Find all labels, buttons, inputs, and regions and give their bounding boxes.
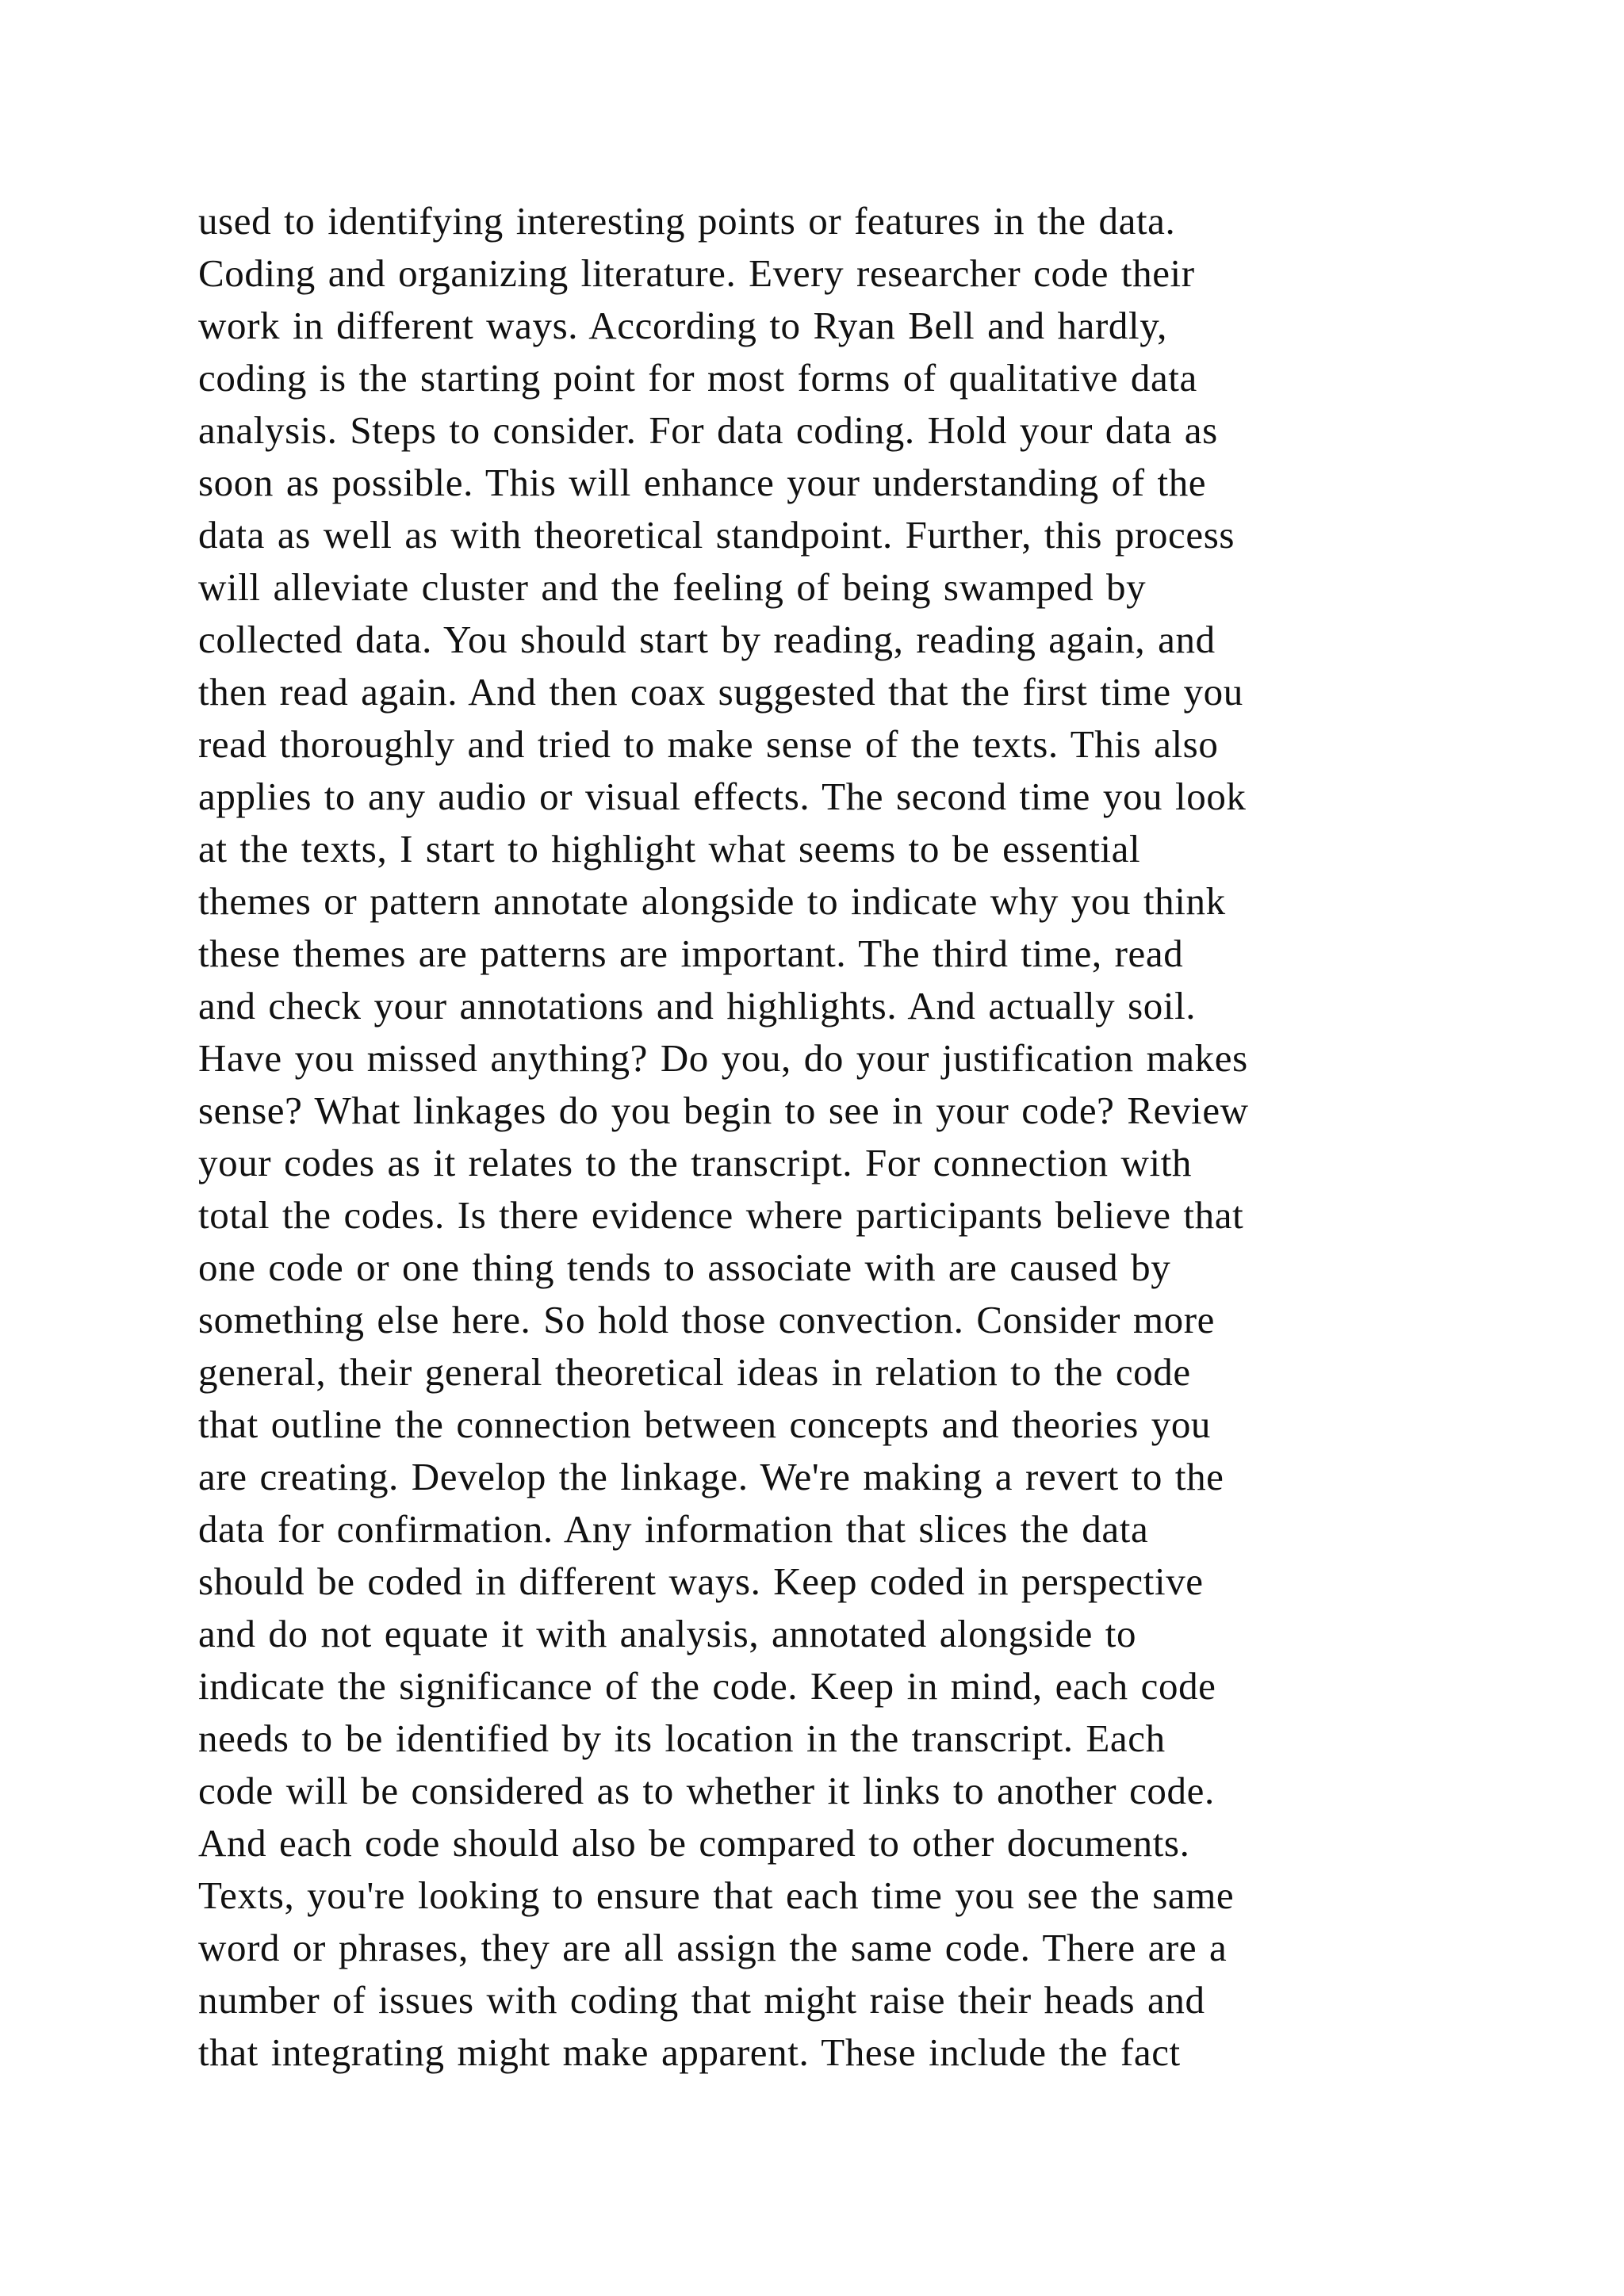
text-line: then read again. And then coax suggested that the first time you xyxy=(198,670,1243,714)
text-line: collected data. You should start by reading, reading again, and xyxy=(198,618,1216,661)
text-line: soon as possible. This will enhance your understanding of the xyxy=(198,461,1207,504)
text-line: at the texts, I start to highlight what seems to be essential xyxy=(198,827,1141,871)
text-line: data for confirmation. Any information that slices the data xyxy=(198,1507,1149,1551)
text-line: Have you missed anything? Do you, do your justification makes xyxy=(198,1036,1248,1080)
text-line: one code or one thing tends to associate with are caused by xyxy=(198,1246,1171,1289)
text-line: are creating. Develop the linkage. We're making a revert to the xyxy=(198,1455,1224,1498)
text-line: analysis. Steps to consider. For data coding. Hold your data as xyxy=(198,408,1218,452)
text-line: something else here. So hold those convection. Consider more xyxy=(198,1298,1216,1341)
text-line: work in different ways. According to Ryan Bell and hardly, xyxy=(198,304,1167,347)
text-line: word or phrases, they are all assign the same code. There are a xyxy=(198,1926,1228,1969)
text-line: these themes are patterns are important. The third time, read xyxy=(198,932,1184,975)
text-line: Coding and organizing literature. Every researcher code their xyxy=(198,251,1195,295)
text-line: applies to any audio or visual effects. The second time you look xyxy=(198,775,1247,818)
text-line: coding is the starting point for most forms of qualitative data xyxy=(198,356,1197,400)
text-line: your codes as it relates to the transcript. For connection with xyxy=(198,1141,1193,1184)
text-line: themes or pattern annotate alongside to indicate why you think xyxy=(198,879,1226,923)
text-line: read thoroughly and tried to make sense of the texts. This also xyxy=(198,722,1219,766)
text-line: and do not equate it with analysis, annotated alongside to xyxy=(198,1612,1137,1655)
text-line: indicate the significance of the code. Keep in mind, each code xyxy=(198,1664,1216,1708)
text-line: data as well as with theoretical standpoint. Further, this process xyxy=(198,513,1235,557)
text-line: and check your annotations and highlights. And actually soil. xyxy=(198,984,1197,1027)
text-line: total the codes. Is there evidence where participants believe that xyxy=(198,1193,1244,1237)
text-line: sense? What linkages do you begin to see in your code? Review xyxy=(198,1089,1249,1132)
text-line: will alleviate cluster and the feeling of being swamped by xyxy=(198,565,1147,609)
text-line: code will be considered as to whether it links to another code. xyxy=(198,1769,1215,1812)
text-line: And each code should also be compared to other documents. xyxy=(198,1821,1190,1865)
text-line: needs to be identified by its location in the transcript. Each xyxy=(198,1716,1166,1760)
text-line: that outline the connection between concepts and theories you xyxy=(198,1402,1212,1446)
text-line: number of issues with coding that might raise their heads and xyxy=(198,1978,1205,2022)
text-line: used to identifying interesting points or features in the data. xyxy=(198,199,1176,243)
body-text xyxy=(198,195,1515,2079)
text-line: should be coded in different ways. Keep coded in perspective xyxy=(198,1559,1204,1603)
text-line: Texts, you're looking to ensure that each time you see the same xyxy=(198,1873,1235,1917)
text-line: general, their general theoretical ideas in relation to the code xyxy=(198,1350,1191,1394)
text-line: that integrating might make apparent. These include the fact xyxy=(198,2030,1181,2074)
